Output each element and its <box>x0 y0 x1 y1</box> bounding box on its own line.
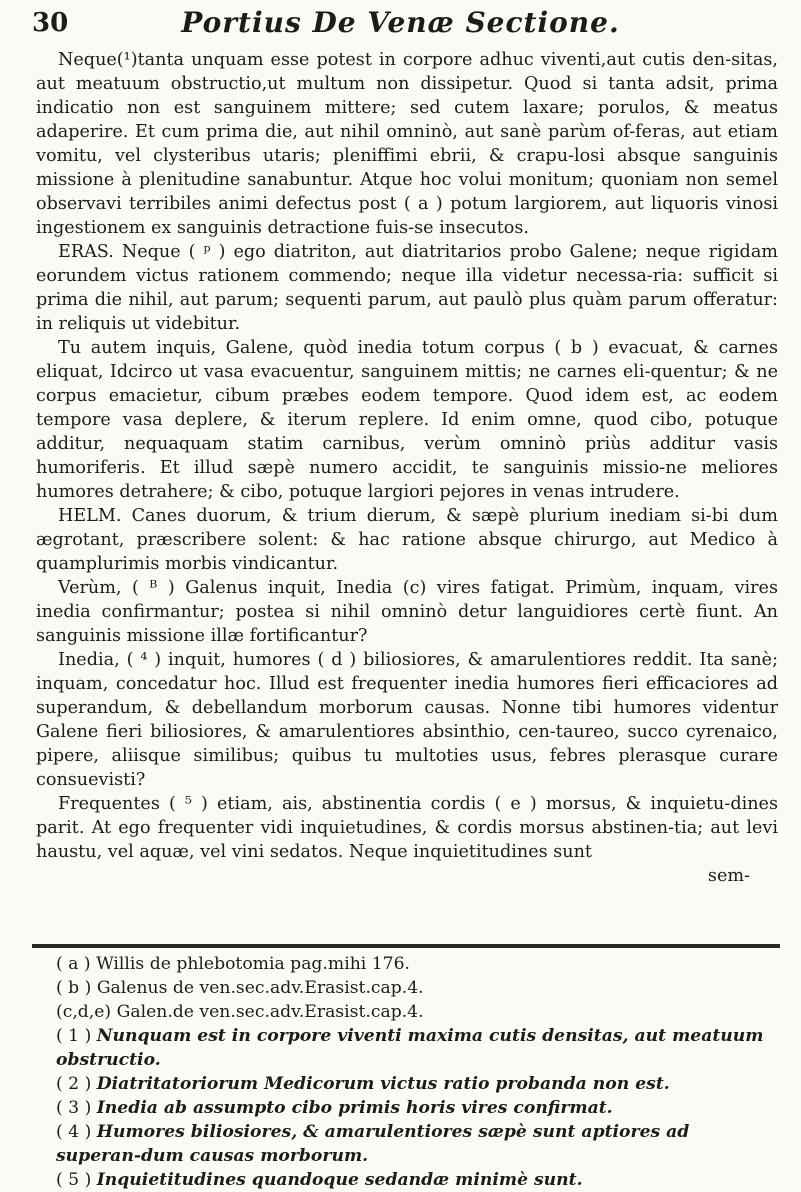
footnote-mark: ( 1 ) <box>56 1026 92 1046</box>
footnote-text: Humores biliosiores, & amarulentiores sæpè sunt aptiores ad superan-dum causas morborum. <box>56 1122 690 1166</box>
footnote <box>56 1000 780 1024</box>
footnote-mark: ( 4 ) <box>56 1122 92 1142</box>
footnote-text: Inedia ab assumpto cibo primis horis vires confirmat. <box>96 1098 613 1118</box>
footnote-text: Galen.de ven.sec.adv.Erasist.cap.4. <box>116 1002 424 1022</box>
paragraph: HELM. Canes duorum, & trium dierum, & sæpè plurium inediam si-bi dum ægrotant, præscribere solent: & hac ratione absque chirurgo, aut Medico à quamplurimis morbis vindicantur. <box>36 506 778 574</box>
footnote-mark: ( b ) <box>56 978 92 998</box>
footnote <box>56 976 780 1000</box>
footnote <box>56 952 780 976</box>
paragraph: ERAS. Neque ( ᵖ ) ego diatriton, aut diatritarios probo Galene; neque rigidam eorundem victus rationem commendo; neque illa videtur necessa-ria: sufficit si prima die nihil, aut parum; sequenti parum, aut paulò plus quàm parum offeratur: in reliquis ut videbitur. <box>36 242 778 334</box>
footnote-text: Nunquam est in corpore viventi maxima cutis densitas, aut meatuum obstructio. <box>56 1026 764 1070</box>
paragraph: Frequentes ( ⁵ ) etiam, ais, abstinentia cordis ( e ) morsus, & inquietu-dines parit. At ego frequenter vidi inquietudines, & cordis morsus abstinen-tia; aut levi haustu, vel aquæ, vel vini sedatos. Neque inquietitudines sunt <box>36 794 778 862</box>
footnote-text: Galenus de ven.sec.adv.Erasist.cap.4. <box>96 978 424 998</box>
footnote-mark: ( 2 ) <box>56 1074 92 1094</box>
footnote <box>56 1168 780 1192</box>
footnote-text: Willis de phlebotomia pag.mihi 176. <box>96 954 410 974</box>
footnotes <box>56 952 780 1192</box>
footnote-mark: (c,d,e) <box>56 1002 112 1022</box>
footnote-divider <box>32 944 780 948</box>
footnote <box>56 1024 780 1072</box>
footnote <box>56 1120 780 1168</box>
footnote-mark: ( a ) <box>56 954 91 974</box>
paragraph: Neque(¹)tanta unquam esse potest in corpore adhuc viventi,aut cutis den-sitas, aut meatuum obstructio,ut multum non dissipetur. Quod si tanta adsit, prima indicatio non est sanguinem mittere; sed cutem laxare; porulos, & meatus adaperire. Et cum prima die, aut nihil omninò, aut sanè parùm of-feras, aut etiam vomitu, vel clysteribus utaris; pleniffimi ebrii, & crapu-losi absque sanguinis missione à plenitudine sanabuntur. Atque hoc volui monitum; quoniam non semel observavi terribiles animi defectus post ( a ) potum largiorem, aut liquoris vinosi ingestionem ex sanguinis detractione fuis-se insecutos. <box>36 50 778 238</box>
paragraph: Inedia, ( ⁴ ) inquit, humores ( d ) biliosiores, & amarulentiores reddit. Ita sanè; inquam, concedatur hoc. Illud est frequenter inedia humores fieri efficaciores ad superandum, & debellandum morborum causas. Nonne tibi humores videntur Galene fieri biliosiores, & amarulentiores absinthio, cen-taureo, succo cyrenaico, pipere, aliisque similibus; quibus tu multoties usus, febres plerasque curare consuevisti? <box>36 650 778 790</box>
footnote <box>56 1072 780 1096</box>
catchword: sem- <box>707 866 750 886</box>
main-text <box>36 48 778 888</box>
page-header <box>0 4 801 44</box>
footnote <box>56 1096 780 1120</box>
footnote-text: Inquietitudines quandoque sedandæ minimè sunt. <box>96 1170 583 1190</box>
footnote-mark: ( 5 ) <box>56 1170 92 1190</box>
paragraph: Tu autem inquis, Galene, quòd inedia totum corpus ( b ) evacuat, & carnes eliquat, Idcirco ut vasa evacuentur, sanguinem mittis; ne carnes eli-quentur; & ne corpus emacietur, cibum præbes eodem tempore. Quod idem est, ac eodem tempore vasa deplere, & iterum replere. Id enim omne, quod cibo, potuque additur, nequaquam statim carnibus, verùm omninò priùs additur vasis humoriferis. Et illud sæpè numero accidit, te sanguinis missio-ne meliores humores detrahere; & cibo, potuque largiori pejores in venas intrudere. <box>36 338 778 502</box>
footnote-text: Diatritatoriorum Medicorum victus ratio probanda non est. <box>96 1074 670 1094</box>
footnote-mark: ( 3 ) <box>56 1098 92 1118</box>
page-number: 30 <box>32 8 69 38</box>
paragraph: Verùm, ( ᴮ ) Galenus inquit, Inedia (c) vires fatigat. Primùm, inquam, vires inedia confirmantur; postea si nihil omninò detur languidiores certè fiunt. An sanguinis missione illæ fortificantur? <box>36 578 778 646</box>
running-title: Portius De Venæ Sectione. <box>181 6 620 39</box>
